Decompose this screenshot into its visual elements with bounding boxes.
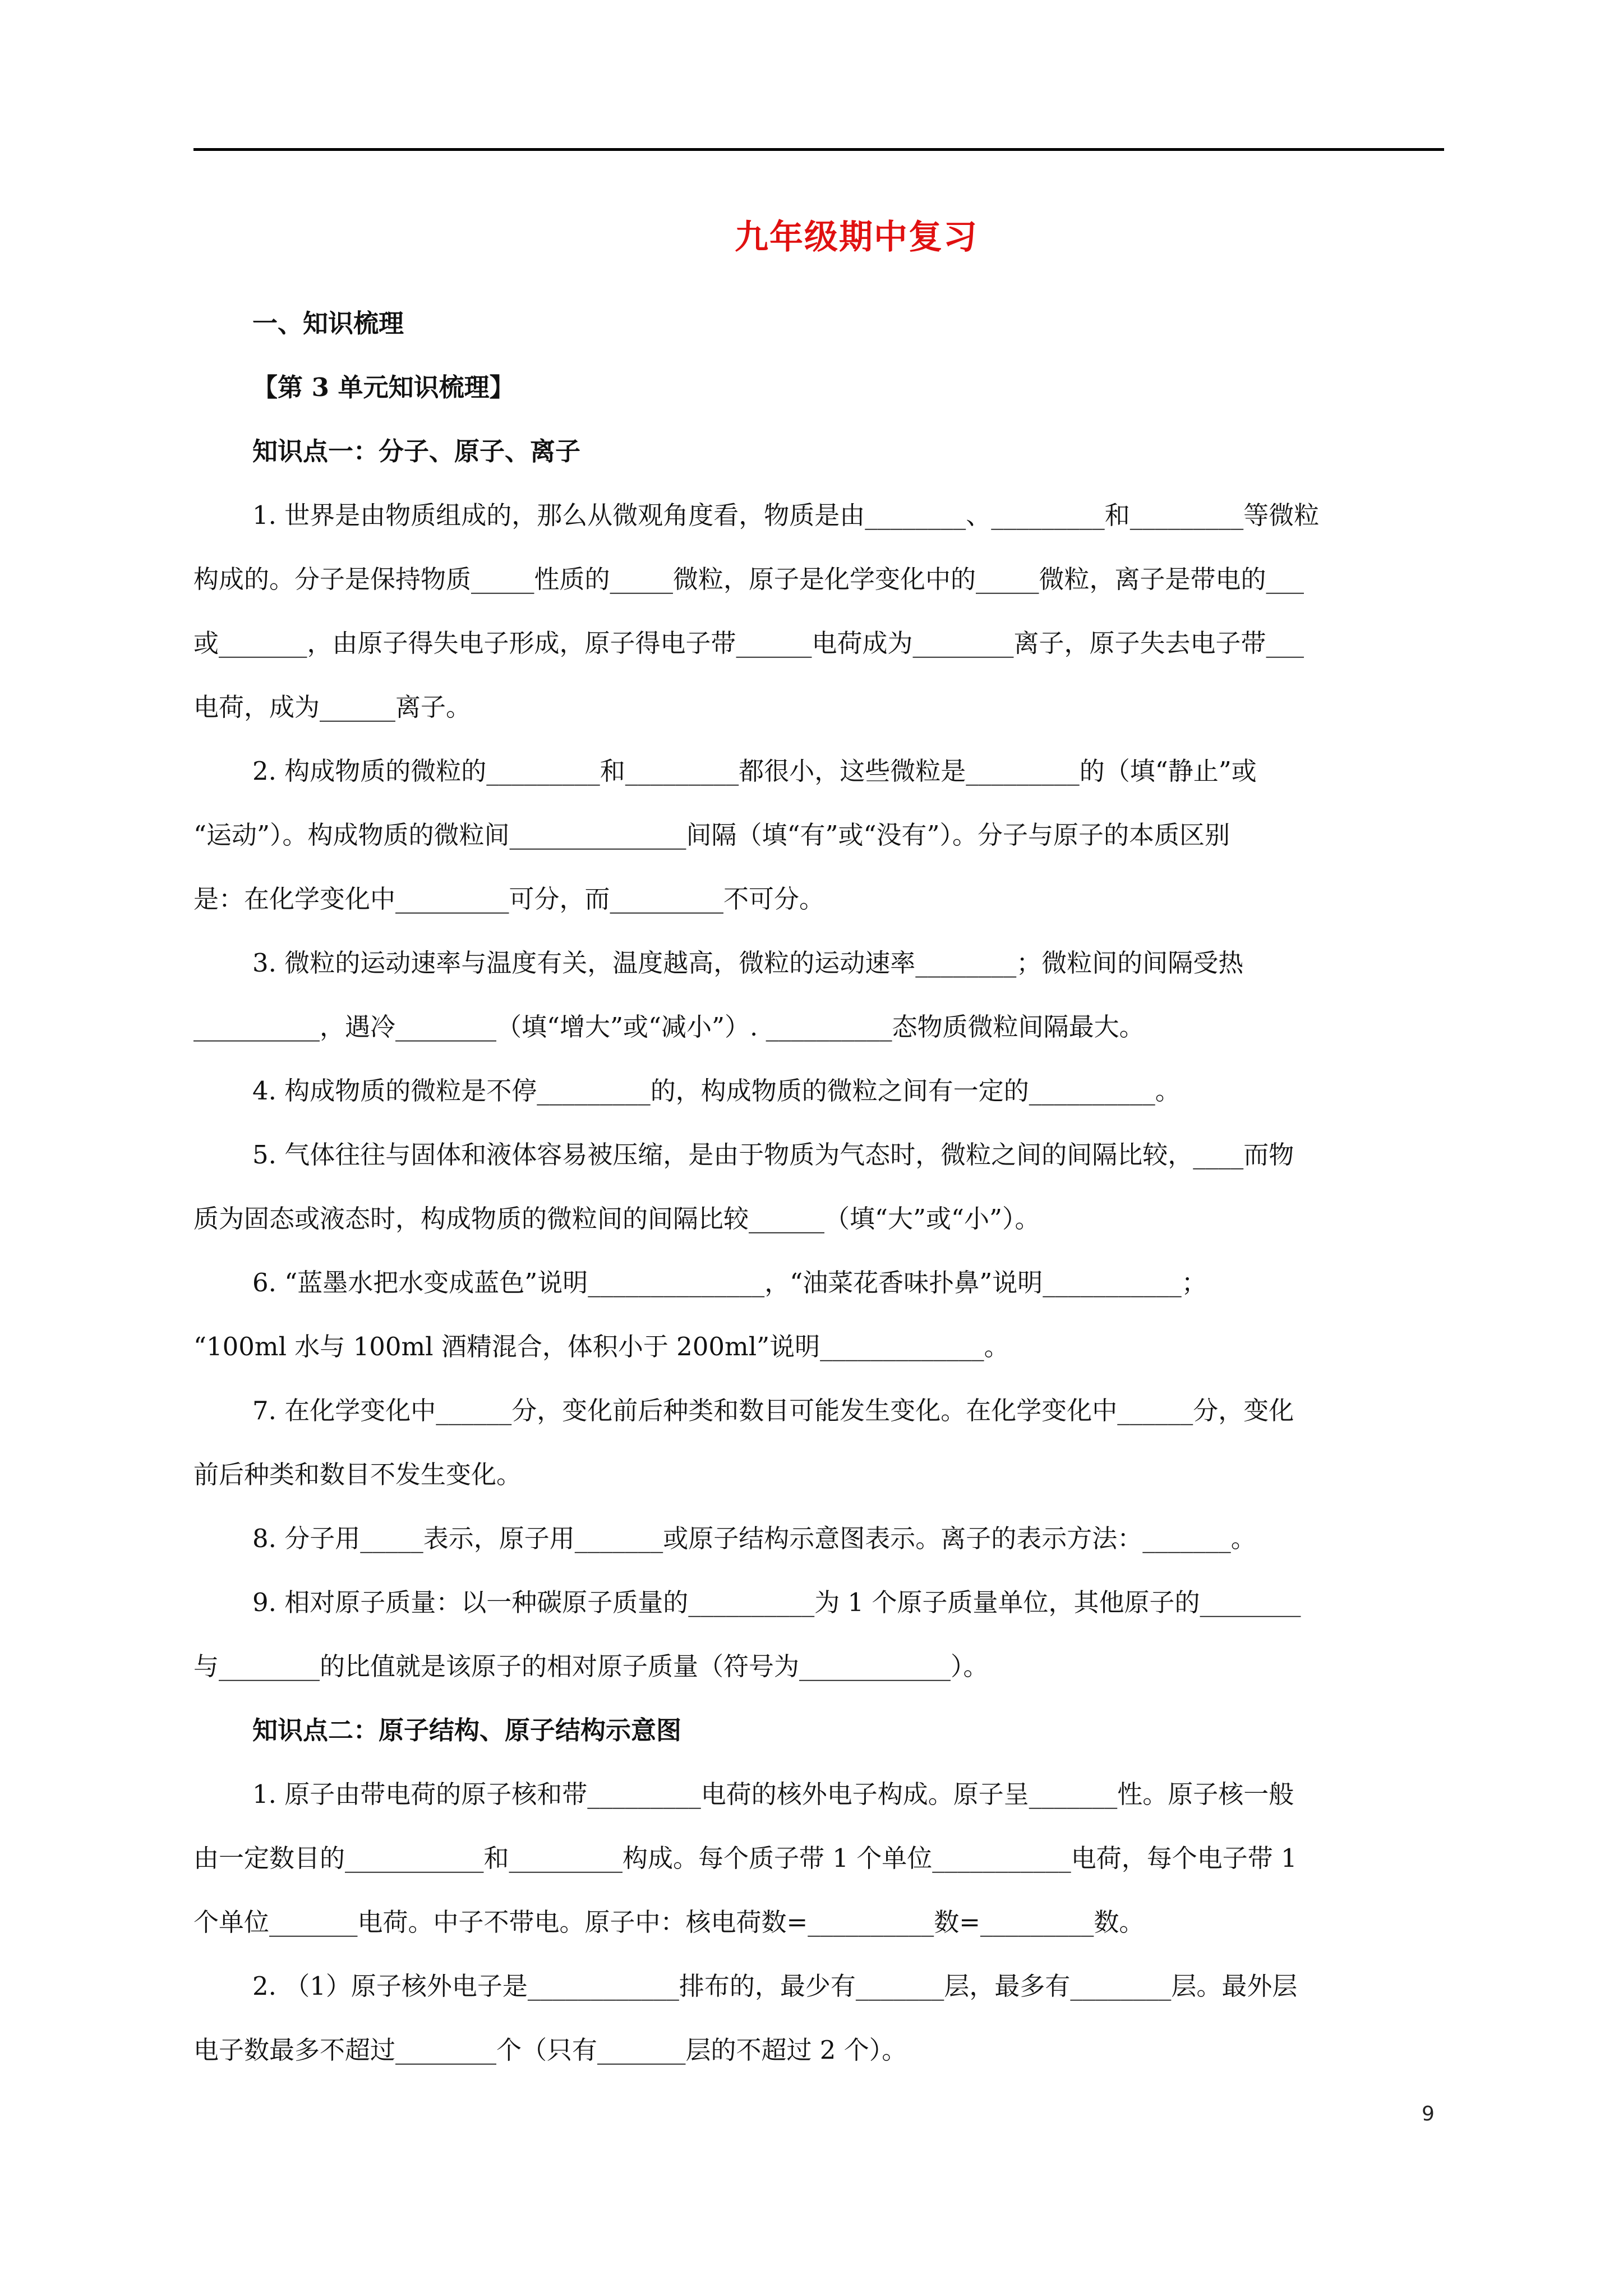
body-text-line: “100ml 水与 100ml 酒精混合，体积小于 200ml”说明_____________。 bbox=[193, 1332, 1009, 1361]
body-text-line: 电荷，成为______离子。 bbox=[193, 692, 472, 722]
body-text-line: 3. 微粒的运动速率与温度有关，温度越高，微粒的运动速率________；微粒间的间隔受热 bbox=[252, 948, 1244, 978]
body-text-line: 是：在化学变化中_________可分，而_________不可分。 bbox=[193, 884, 825, 914]
body-text-line: __________，遇冷________（填“增大”或“减小”）. __________态物质微粒间隔最大。 bbox=[193, 1012, 1145, 1042]
page-number: 9 bbox=[1422, 2102, 1435, 2125]
body-text-line: 2. 构成物质的微粒的_________和_________都很小，这些微粒是_________的（填“静止”或 bbox=[252, 756, 1257, 786]
body-text-line: 8. 分子用_____表示，原子用_______或原子结构示意图表示。离子的表示方法：_______。 bbox=[252, 1524, 1256, 1553]
body-text-line: 6. “蓝墨水把水变成蓝色”说明______________，“油菜花香味扑鼻”说明___________； bbox=[252, 1268, 1207, 1297]
body-text-line: 前后种类和数目不发生变化。 bbox=[193, 1460, 522, 1489]
section-heading: 一、知识梳理 bbox=[252, 309, 404, 338]
body-text-line: 由一定数目的___________和_________构成。每个质子带 1 个单位___________电荷，每个电子带 1 bbox=[193, 1843, 1297, 1873]
header-rule bbox=[193, 148, 1444, 151]
document-body bbox=[193, 292, 1450, 2082]
body-text-line: 1. 世界是由物质组成的，那么从微观角度看，物质是由________、_________和_________等微粒 bbox=[252, 500, 1320, 530]
section-heading: 知识点一：分子、原子、离子 bbox=[252, 436, 581, 466]
document-title: 九年级期中复习 bbox=[735, 218, 978, 257]
body-text-line: 或_______，由原子得失电子形成，原子得电子带______电荷成为________离子，原子失去电子带___ bbox=[193, 628, 1304, 658]
body-text-line: 个单位_______电荷。中子不带电。原子中：核电荷数=__________数=_________数。 bbox=[193, 1907, 1145, 1937]
body-text-line: 电子数最多不超过________个（只有_______层的不超过 2 个）。 bbox=[193, 2035, 907, 2065]
body-text-line: 5. 气体往往与固体和液体容易被压缩，是由于物质为气态时，微粒之间的间隔比较，____而物 bbox=[252, 1140, 1294, 1170]
body-text-line: 1. 原子由带电荷的原子核和带_________电荷的核外电子构成。原子呈_______性。原子核一般 bbox=[252, 1779, 1294, 1809]
body-text-line: 9. 相对原子质量：以一种碳原子质量的__________为 1 个原子质量单位，其他原子的________ bbox=[252, 1588, 1301, 1617]
body-text-line: 7. 在化学变化中______分，变化前后种类和数目可能发生变化。在化学变化中______分，变化 bbox=[252, 1396, 1294, 1425]
section-heading: 【第 3 单元知识梳理】 bbox=[252, 372, 515, 402]
section-heading: 知识点二：原子结构、原子结构示意图 bbox=[252, 1715, 682, 1745]
body-text-line: 质为固态或液态时，构成物质的微粒间的间隔比较______（填“大”或“小”）。 bbox=[193, 1204, 1040, 1234]
body-text-line: “运动”）。构成物质的微粒间______________间隔（填“有”或“没有”）。分子与原子的本质区别 bbox=[193, 820, 1230, 850]
body-text-line: 4. 构成物质的微粒是不停_________的，构成物质的微粒之间有一定的__________。 bbox=[252, 1076, 1181, 1106]
body-text-line: 2. （1）原子核外电子是____________排布的，最少有_______层，最多有________层。最外层 bbox=[252, 1971, 1298, 2001]
body-text-line: 与________的比值就是该原子的相对原子质量（符号为____________）。 bbox=[193, 1651, 989, 1681]
body-text-line: 构成的。分子是保持物质_____性质的_____微粒，原子是化学变化中的_____微粒，离子是带电的___ bbox=[193, 564, 1304, 594]
